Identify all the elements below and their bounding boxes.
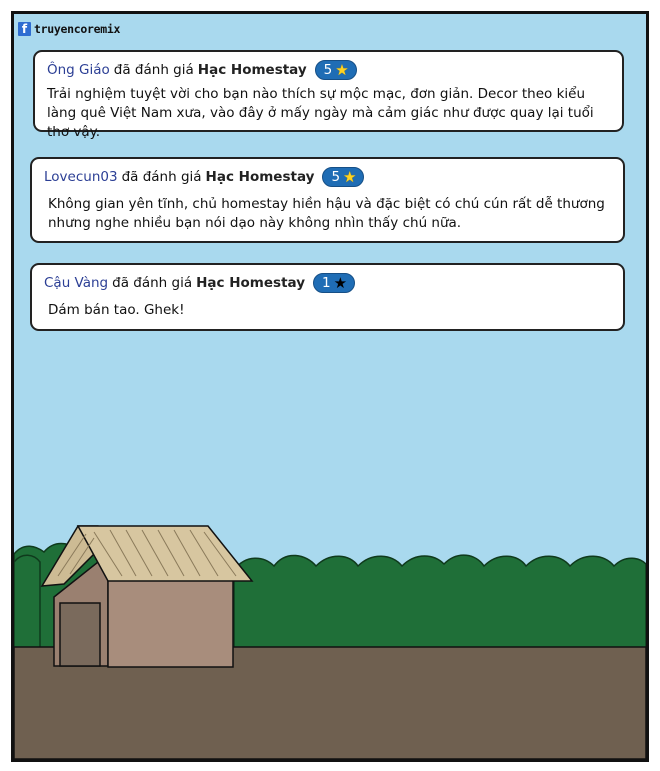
- review-text: Dám bán tao. Ghek!: [48, 302, 185, 318]
- rating-badge: [315, 60, 357, 80]
- review-header: [47, 60, 610, 80]
- facebook-icon: f: [18, 22, 31, 36]
- reviewer-name[interactable]: Ông Giáo: [47, 62, 110, 78]
- star-icon: ★: [333, 273, 348, 292]
- reviewed-place[interactable]: Hạc Homestay: [196, 275, 306, 291]
- review-card: [33, 50, 624, 140]
- review-verb: đã đánh giá: [113, 62, 194, 78]
- review-verb: đã đánh giá: [112, 275, 193, 291]
- rating-value: 5: [323, 62, 333, 78]
- review-text: Trải nghiệm tuyệt vời cho bạn nào thích sự mộc mạc, đơn giản. Decor theo kiểu làng quê Việt Nam xưa, vào đây ở mấy ngày mà cảm giác như được quay lại tuổi thơ vậy.: [47, 86, 594, 140]
- review-card: [30, 263, 625, 331]
- rating-badge: [322, 167, 364, 187]
- hut-roof: [78, 526, 252, 581]
- comic-panel: [11, 11, 649, 762]
- rating-value: 5: [331, 169, 341, 185]
- review-verb: đã đánh giá: [121, 169, 202, 185]
- watermark: [18, 22, 120, 36]
- hut: [42, 526, 252, 667]
- star-icon: ★: [343, 167, 357, 186]
- star-icon: ★: [335, 60, 349, 79]
- review-header: [44, 273, 611, 293]
- hut-side-wall: [108, 579, 233, 667]
- reviewed-place[interactable]: Hạc Homestay: [205, 169, 315, 185]
- reviewer-name[interactable]: Lovecun03: [44, 169, 118, 185]
- rating-badge: [313, 273, 355, 293]
- reviewed-place[interactable]: Hạc Homestay: [197, 62, 307, 78]
- review-card: [30, 157, 625, 243]
- hut-door: [60, 603, 100, 666]
- review-header: [44, 167, 611, 187]
- reviewer-name[interactable]: Cậu Vàng: [44, 275, 109, 291]
- rating-value: 1: [322, 275, 331, 291]
- watermark-text: truyencoremix: [34, 22, 121, 36]
- review-text: Không gian yên tĩnh, chủ homestay hiền hậu và đặc biệt có chú cún rất dễ thương nhưng nghe nhiều bạn nói dạo này không nhìn thấy chú nữa.: [48, 196, 605, 231]
